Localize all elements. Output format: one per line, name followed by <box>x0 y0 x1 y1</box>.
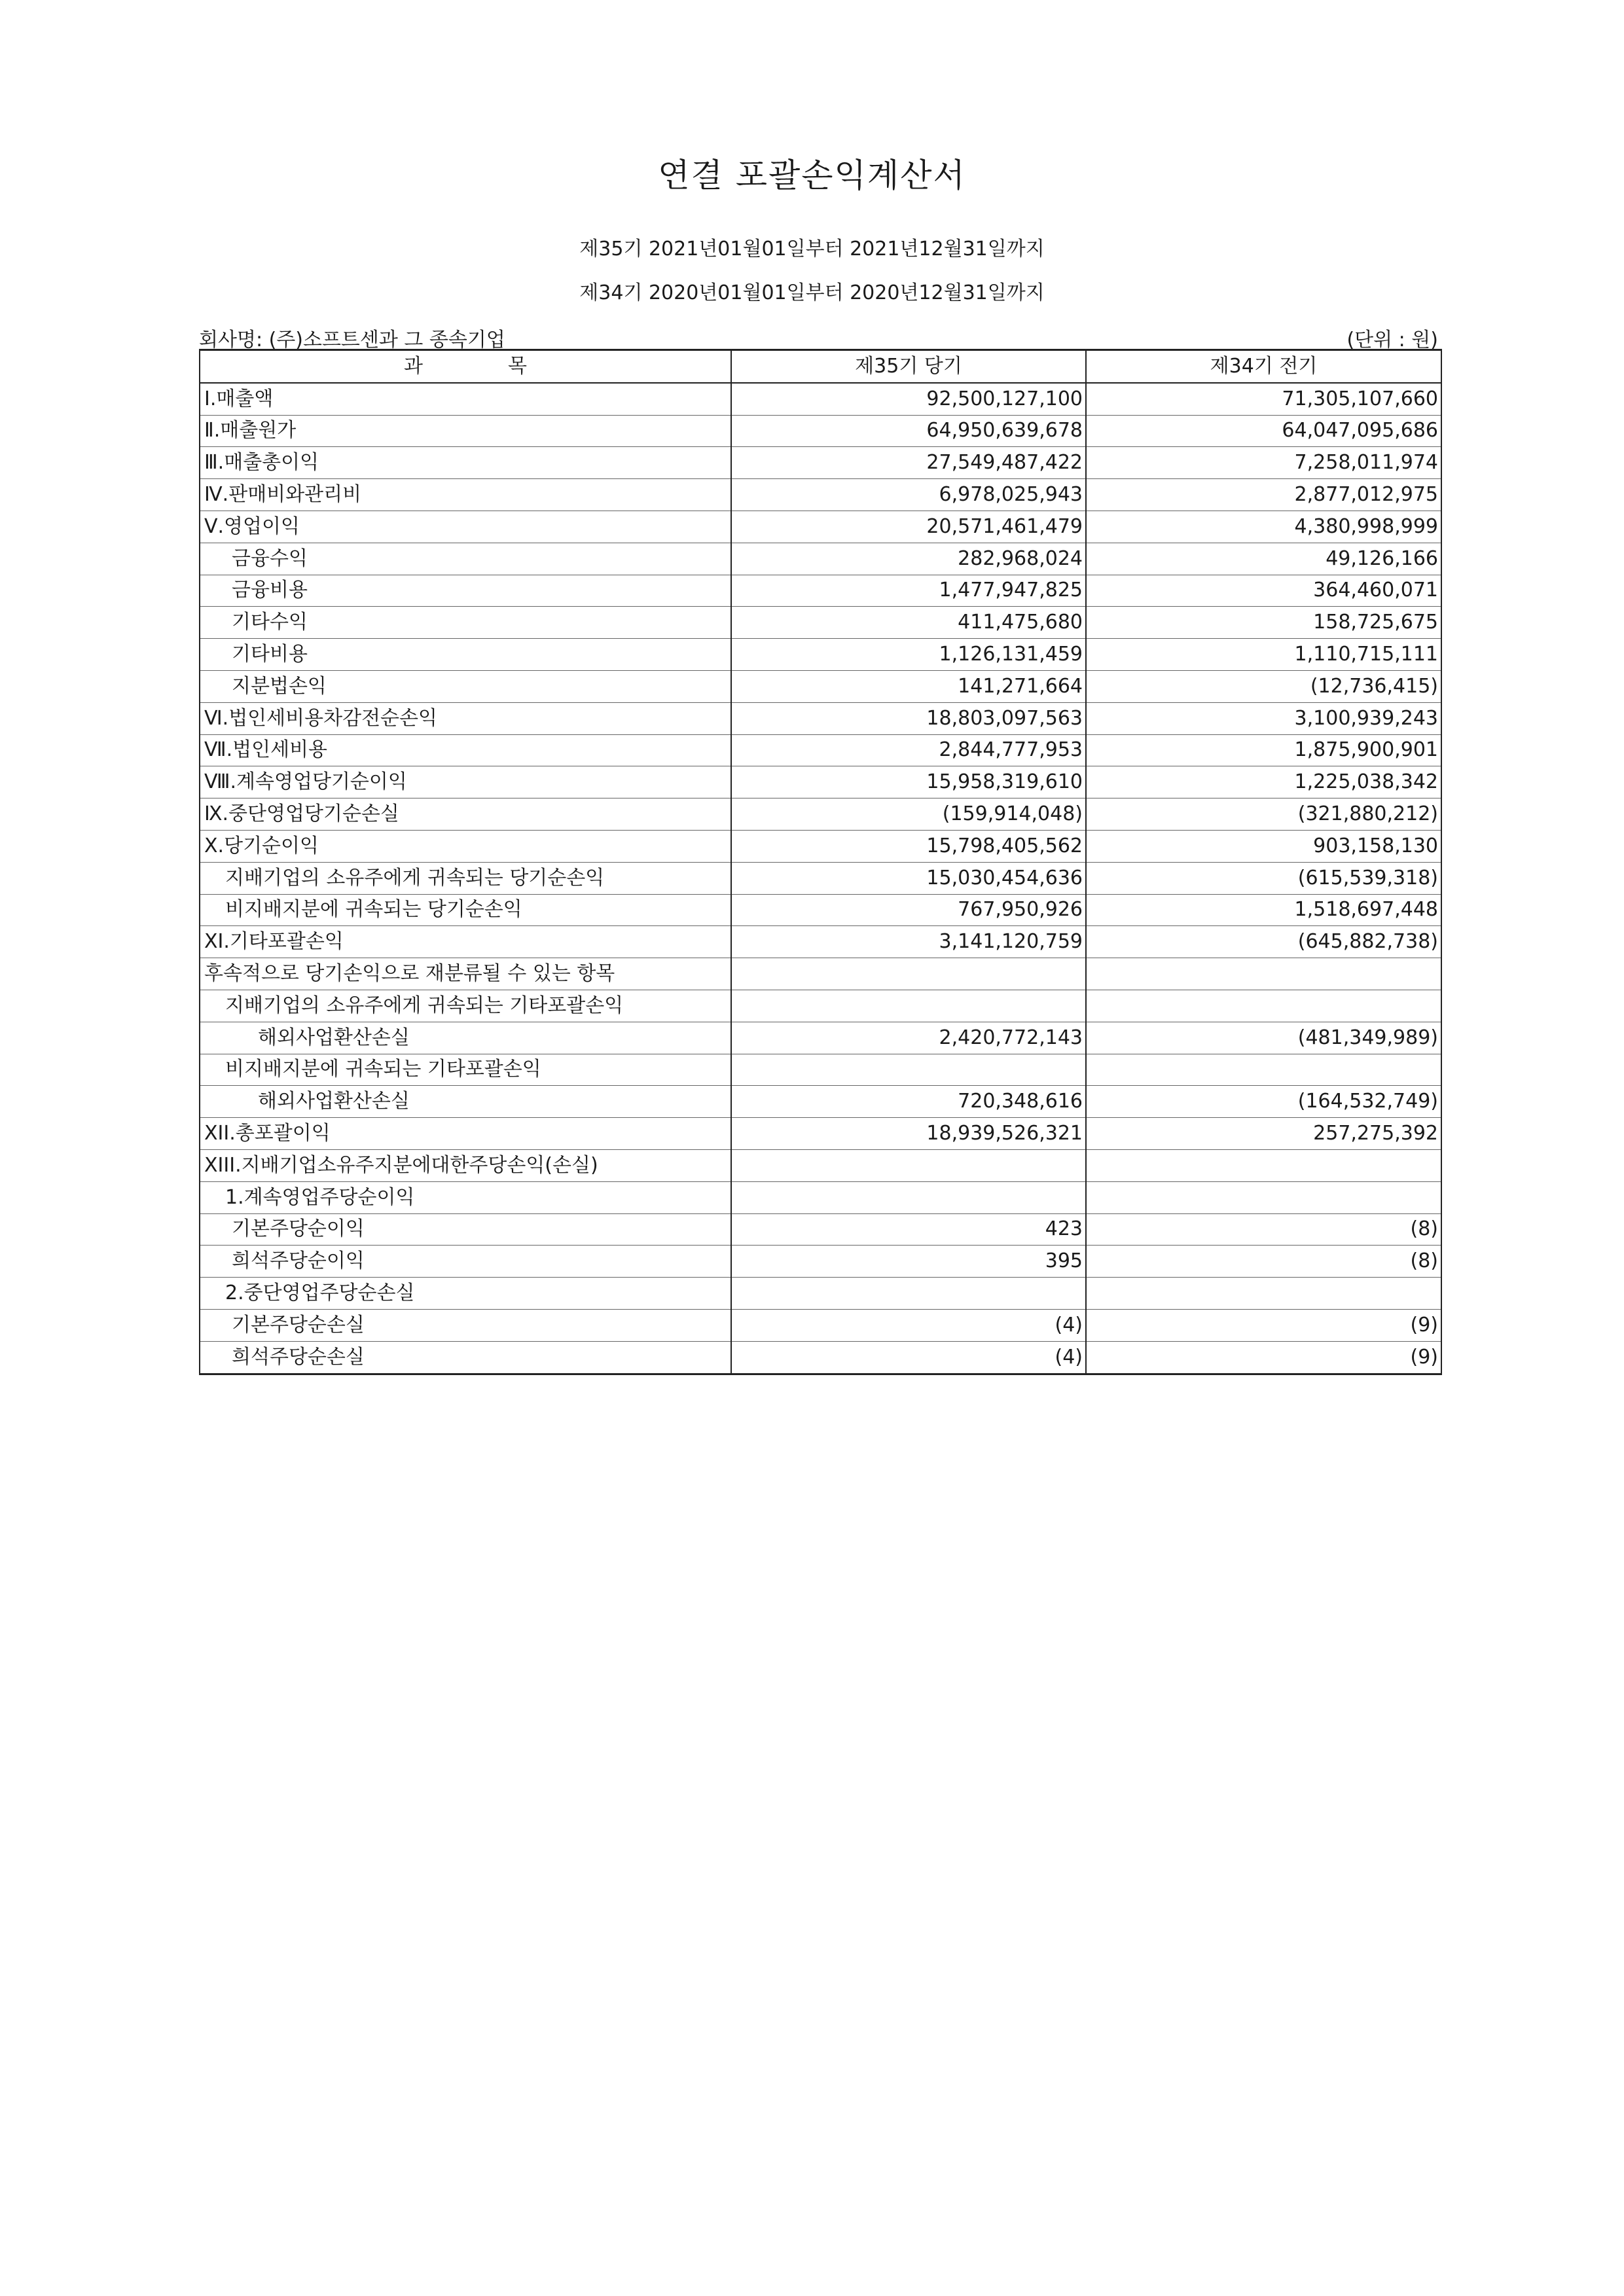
row-current-value: 767,950,926 <box>731 894 1086 926</box>
table-row <box>200 958 1441 990</box>
row-prior-value: (321,880,212) <box>1086 798 1441 831</box>
row-label: 2.중단영업주당순손실 <box>200 1278 731 1310</box>
row-prior-value: (164,532,749) <box>1086 1086 1441 1118</box>
row-label: Ⅷ.계속영업당기순이익 <box>200 766 731 798</box>
table-row <box>200 670 1441 702</box>
row-label: 비지배지분에 귀속되는 당기순손익 <box>200 894 731 926</box>
income-statement-table <box>199 349 1442 1375</box>
row-current-value: (159,914,048) <box>731 798 1086 831</box>
table-row <box>200 1278 1441 1310</box>
table-row <box>200 415 1441 447</box>
row-prior-value: (9) <box>1086 1309 1441 1341</box>
row-label: 해외사업환산손실 <box>200 1086 731 1118</box>
table-row <box>200 1022 1441 1054</box>
row-label: Ⅱ.매출원가 <box>200 415 731 447</box>
header-current-period: 제35기 당기 <box>731 350 1086 383</box>
row-current-value <box>731 1278 1086 1310</box>
row-current-value: 6,978,025,943 <box>731 479 1086 511</box>
row-label: Ⅰ.매출액 <box>200 383 731 415</box>
row-prior-value: (615,539,318) <box>1086 862 1441 894</box>
row-label: Ⅴ.영업이익 <box>200 511 731 543</box>
row-prior-value: 2,877,012,975 <box>1086 479 1441 511</box>
row-label: XI.기타포괄손익 <box>200 926 731 958</box>
row-prior-value <box>1086 990 1441 1022</box>
period-current: 제35기 2021년01월01일부터 2021년12월31일까지 <box>579 238 1045 260</box>
row-current-value: 1,477,947,825 <box>731 575 1086 607</box>
row-label: 후속적으로 당기손익으로 재분류될 수 있는 항목 <box>200 958 731 990</box>
table-row <box>200 734 1441 766</box>
row-label: Ⅸ.중단영업당기순손실 <box>200 798 731 831</box>
row-prior-value: (645,882,738) <box>1086 926 1441 958</box>
table-row <box>200 862 1441 894</box>
row-label: Ⅳ.판매비와관리비 <box>200 479 731 511</box>
row-prior-value: 158,725,675 <box>1086 607 1441 639</box>
table-row <box>200 639 1441 671</box>
table-row <box>200 926 1441 958</box>
row-current-value <box>731 990 1086 1022</box>
table-row <box>200 1118 1441 1150</box>
table-row <box>200 383 1441 415</box>
row-prior-value: 364,460,071 <box>1086 575 1441 607</box>
row-label: Ⅲ.매출총이익 <box>200 447 731 479</box>
table-row <box>200 1246 1441 1278</box>
row-prior-value: 4,380,998,999 <box>1086 511 1441 543</box>
table-row <box>200 1086 1441 1118</box>
row-prior-value <box>1086 1149 1441 1181</box>
row-label: 기본주당순손실 <box>200 1309 731 1341</box>
table-row <box>200 575 1441 607</box>
row-label: 지배기업의 소유주에게 귀속되는 기타포괄손익 <box>200 990 731 1022</box>
row-label: Ⅹ.당기순이익 <box>200 830 731 862</box>
row-prior-value: 1,225,038,342 <box>1086 766 1441 798</box>
table-row <box>200 830 1441 862</box>
row-prior-value <box>1086 1054 1441 1086</box>
row-current-value: 141,271,664 <box>731 670 1086 702</box>
row-prior-value <box>1086 1181 1441 1213</box>
row-prior-value <box>1086 1278 1441 1310</box>
row-prior-value: 71,305,107,660 <box>1086 383 1441 415</box>
row-current-value: 20,571,461,479 <box>731 511 1086 543</box>
row-current-value: 2,844,777,953 <box>731 734 1086 766</box>
header-subject-b: 목 <box>508 354 527 378</box>
row-current-value: 15,958,319,610 <box>731 766 1086 798</box>
row-current-value: 2,420,772,143 <box>731 1022 1086 1054</box>
row-prior-value: (9) <box>1086 1341 1441 1374</box>
row-label: 1.계속영업주당순이익 <box>200 1181 731 1213</box>
row-label: 기타수익 <box>200 607 731 639</box>
row-current-value: 27,549,487,422 <box>731 447 1086 479</box>
row-current-value: 395 <box>731 1246 1086 1278</box>
row-current-value <box>731 1181 1086 1213</box>
row-current-value: (4) <box>731 1341 1086 1374</box>
row-label: Ⅶ.법인세비용 <box>200 734 731 766</box>
table-header-row <box>200 350 1441 383</box>
table-row <box>200 894 1441 926</box>
row-prior-value: (8) <box>1086 1246 1441 1278</box>
row-label: 금융비용 <box>200 575 731 607</box>
row-label: 지분법손익 <box>200 670 731 702</box>
row-current-value: 282,968,024 <box>731 543 1086 575</box>
table-row <box>200 1149 1441 1181</box>
row-prior-value: (8) <box>1086 1213 1441 1246</box>
row-current-value: 15,798,405,562 <box>731 830 1086 862</box>
row-current-value <box>731 1149 1086 1181</box>
row-label: XIII.지배기업소유주지분에대한주당손익(손실) <box>200 1149 731 1181</box>
row-label: 금융수익 <box>200 543 731 575</box>
row-label: Ⅵ.법인세비용차감전순손익 <box>200 702 731 734</box>
row-prior-value: 1,518,697,448 <box>1086 894 1441 926</box>
row-prior-value: (481,349,989) <box>1086 1022 1441 1054</box>
table-row <box>200 990 1441 1022</box>
row-current-value: 720,348,616 <box>731 1086 1086 1118</box>
row-prior-value: 7,258,011,974 <box>1086 447 1441 479</box>
row-label: 기타비용 <box>200 639 731 671</box>
period-prior: 제34기 2020년01월01일부터 2020년12월31일까지 <box>579 281 1045 304</box>
row-current-value <box>731 1054 1086 1086</box>
table-row <box>200 607 1441 639</box>
row-label: 희석주당순손실 <box>200 1341 731 1374</box>
row-label: XII.총포괄이익 <box>200 1118 731 1150</box>
table-row <box>200 702 1441 734</box>
row-current-value: 3,141,120,759 <box>731 926 1086 958</box>
row-current-value: 1,126,131,459 <box>731 639 1086 671</box>
row-current-value: 423 <box>731 1213 1086 1246</box>
row-current-value: (4) <box>731 1309 1086 1341</box>
row-current-value: 64,950,639,678 <box>731 415 1086 447</box>
table-row <box>200 1054 1441 1086</box>
row-current-value: 18,803,097,563 <box>731 702 1086 734</box>
row-label: 기본주당순이익 <box>200 1213 731 1246</box>
header-prior-period: 제34기 전기 <box>1086 350 1441 383</box>
row-label: 비지배지분에 귀속되는 기타포괄손익 <box>200 1054 731 1086</box>
row-prior-value <box>1086 958 1441 990</box>
unit-label: (단위 : 원) <box>1346 329 1438 351</box>
row-prior-value: 1,110,715,111 <box>1086 639 1441 671</box>
table-row <box>200 1309 1441 1341</box>
table-row <box>200 447 1441 479</box>
row-current-value <box>731 958 1086 990</box>
row-current-value: 92,500,127,100 <box>731 383 1086 415</box>
table-row <box>200 543 1441 575</box>
row-prior-value: 49,126,166 <box>1086 543 1441 575</box>
row-current-value: 15,030,454,636 <box>731 862 1086 894</box>
table-body <box>200 383 1441 1374</box>
table-row <box>200 798 1441 831</box>
row-prior-value: 257,275,392 <box>1086 1118 1441 1150</box>
table-row <box>200 479 1441 511</box>
row-prior-value: 64,047,095,686 <box>1086 415 1441 447</box>
table-row <box>200 1341 1441 1374</box>
row-label: 희석주당순이익 <box>200 1246 731 1278</box>
header-subject-a: 과 <box>404 354 423 378</box>
row-prior-value: 1,875,900,901 <box>1086 734 1441 766</box>
table-row <box>200 1213 1441 1246</box>
table-row <box>200 766 1441 798</box>
row-current-value: 411,475,680 <box>731 607 1086 639</box>
company-name: 회사명: (주)소프트센과 그 종속기업 <box>199 329 505 351</box>
document-title: 연결 포괄손익계산서 <box>658 156 966 194</box>
row-prior-value: (12,736,415) <box>1086 670 1441 702</box>
row-prior-value: 3,100,939,243 <box>1086 702 1441 734</box>
row-current-value: 18,939,526,321 <box>731 1118 1086 1150</box>
header-subject <box>200 350 731 383</box>
table-row <box>200 1181 1441 1213</box>
row-prior-value: 903,158,130 <box>1086 830 1441 862</box>
row-label: 지배기업의 소유주에게 귀속되는 당기순손익 <box>200 862 731 894</box>
row-label: 해외사업환산손실 <box>200 1022 731 1054</box>
table-row <box>200 511 1441 543</box>
